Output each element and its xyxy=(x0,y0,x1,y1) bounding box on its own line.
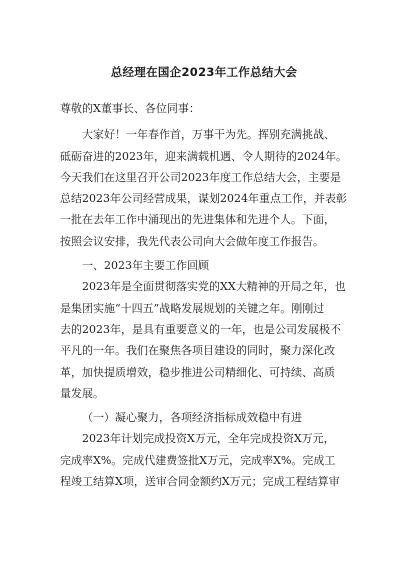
document-title: 总经理在国企2023年工作总结大会 xyxy=(110,65,298,79)
text-line: 去的2023年，是具有重要意义的一年，也是公司发展极不 xyxy=(60,322,341,336)
text-line: 完成率X%。完成代建费签批X万元，完成率X%。完成工 xyxy=(60,453,336,467)
heading-line: 一、2023年主要工作回顾 xyxy=(82,259,209,273)
text-line: 量发展。 xyxy=(60,386,104,400)
text-line: 大家好！一年春作首，万事干为先。挥别充满挑战、 xyxy=(82,128,335,142)
text-line: 革，加快提质增效，稳步推进公司精细化、可持续、高质 xyxy=(60,365,335,379)
text-line: 程竣工结算X项，送审合同金额约X万元；完成工程结算审 xyxy=(60,475,340,489)
paragraph-investment xyxy=(60,428,356,492)
heading-line: （一）凝心聚力，各项经济指标成效稳中有进 xyxy=(82,411,302,425)
text-line: 总结2023年公司经营成果，谋划2024年重点工作，并表彰 xyxy=(60,192,347,206)
salutation: 尊敬的X董事长、各位同事： xyxy=(60,102,200,115)
text-line: 平凡的一年。我们在聚焦各项目建设的同时，聚力深化改 xyxy=(60,344,335,358)
paragraph-intro xyxy=(60,124,356,252)
section-heading-review xyxy=(60,255,356,276)
text-line: 是集团实施“十四五”战略发展规划的关键之年。刚刚过 xyxy=(60,301,325,315)
text-line: 2023年计划完成投资X万元，全年完成投资X万元， xyxy=(82,432,335,446)
subsection-heading-economic xyxy=(60,407,356,428)
text-line: 砥砺奋进的2023年，迎来满载机遇、令人期待的2024年。 xyxy=(60,149,347,163)
text-line: 按照会议安排，我先代表公司向大会做年度工作报告。 xyxy=(60,234,324,248)
text-line: 一批在去年工作中涌现出的先进集体和先进个人。下面， xyxy=(60,213,335,227)
document-body xyxy=(60,98,356,492)
paragraph-review xyxy=(60,276,356,404)
text-line: 2023年是全面贯彻落实党的XX大精神的开局之年，也 xyxy=(82,280,346,294)
text-line: 今天我们在这里召开公司2023年度工作总结大会，主要是 xyxy=(60,170,341,184)
